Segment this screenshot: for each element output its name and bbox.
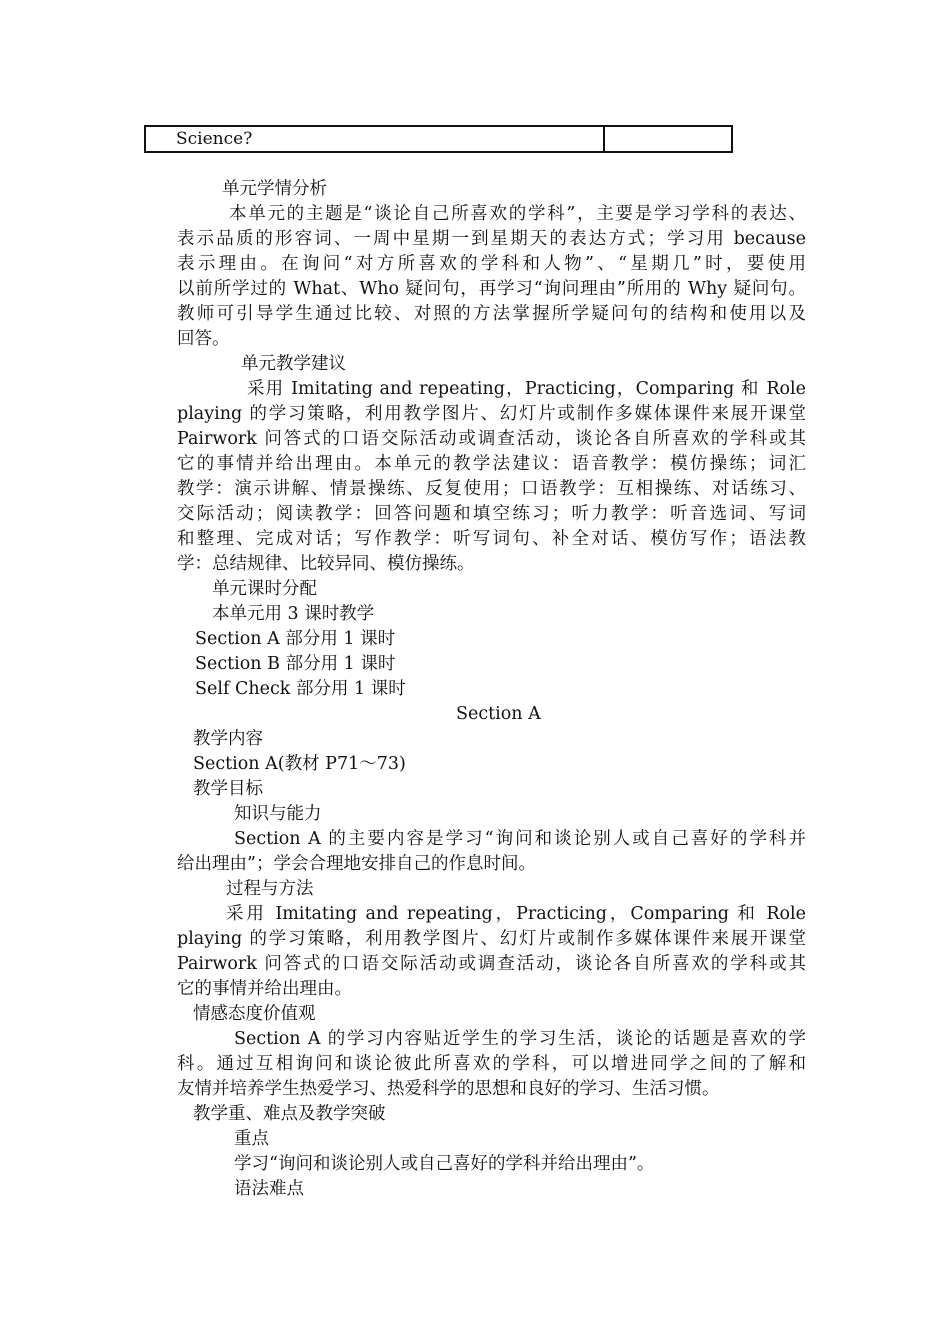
table-row	[145, 126, 732, 152]
paragraph-line: Pairwork 问答式的口语交际活动或调查活动，谈论各自所喜欢的学科或其	[177, 954, 806, 974]
paragraph-line: Section A 部分用 1 课时	[195, 629, 396, 649]
heading-key-points: 教学重、难点及教学突破	[193, 1104, 386, 1124]
paragraph-line: playing 的学习策略，利用教学图片、幻灯片或制作多媒体课件来展开课堂	[177, 404, 806, 424]
paragraph-line: 教师可引导学生通过比较、对照的方法掌握所学疑问句的结构和使用以及	[177, 304, 806, 324]
subheading-grammar-difficulty: 语法难点	[234, 1179, 304, 1199]
carryover-table	[144, 125, 733, 153]
paragraph-line: 它的事情并给出理由。	[177, 979, 352, 999]
heading-teaching-content: 教学内容	[193, 729, 263, 749]
paragraph-line: 给出理由”；学会合理地安排自己的作息时间。	[177, 854, 536, 874]
paragraph-line: 学习“询问和谈论别人或自己喜好的学科并给出理由”。	[234, 1154, 655, 1174]
heading-unit-suggestion: 单元教学建议	[241, 354, 346, 374]
heading-unit-analysis: 单元学情分析	[222, 179, 327, 199]
subheading-key: 重点	[234, 1129, 269, 1149]
paragraph-line: 本单元的主题是“谈论自己所喜欢的学科”，主要是学习学科的表达、	[229, 204, 806, 224]
subheading-knowledge: 知识与能力	[234, 804, 322, 824]
paragraph-line: 表示理由。在询问“对方所喜欢的学科和人物”、“星期几”时，要使用	[177, 254, 806, 274]
paragraph-line: playing 的学习策略，利用教学图片、幻灯片或制作多媒体课件来展开课堂	[177, 929, 806, 949]
heading-attitude: 情感态度价值观	[193, 1004, 316, 1024]
paragraph-line: 友情并培养学生热爱学习、热爱科学的思想和良好的学习、生活习惯。	[177, 1079, 720, 1099]
heading-lesson-allocation: 单元课时分配	[212, 579, 317, 599]
paragraph-line: 本单元用 3 课时教学	[212, 604, 375, 624]
paragraph-line: 教学：演示讲解、情景操练、反复使用；口语教学：互相操练、对话练习、	[177, 479, 806, 499]
paragraph-line: 表示品质的形容词、一周中星期一到星期天的表达方式；学习用 because	[177, 229, 806, 249]
paragraph-line: Self Check 部分用 1 课时	[195, 679, 406, 699]
table-cell-empty	[604, 126, 732, 152]
paragraph-line: Pairwork 问答式的口语交际活动或调查活动，谈论各自所喜欢的学科或其	[177, 429, 806, 449]
subheading-process: 过程与方法	[226, 879, 314, 899]
paragraph-line: Section B 部分用 1 课时	[195, 654, 396, 674]
paragraph-line: 学：总结规律、比较异同、模仿操练。	[177, 554, 475, 574]
paragraph-line: Section A(教材 P71～73)	[193, 754, 406, 774]
paragraph-line: 交际活动；阅读教学：回答问题和填空练习；听力教学：听音选词、写词	[177, 504, 806, 524]
paragraph-line: 它的事情并给出理由。本单元的教学法建议：语音教学：模仿操练；词汇	[177, 454, 806, 474]
paragraph-line: Section A 的学习内容贴近学生的学习生活，谈论的话题是喜欢的学	[234, 1029, 806, 1049]
paragraph-line: 科。通过互相询问和谈论彼此所喜欢的学科，可以增进同学之间的了解和	[177, 1054, 806, 1074]
paragraph-line: 和整理、完成对话；写作教学：听写词句、补全对话、模仿写作；语法教	[177, 529, 806, 549]
table-cell-question: Science?	[145, 126, 604, 152]
heading-teaching-goals: 教学目标	[193, 779, 263, 799]
paragraph-line: 以前所学过的 What、Who 疑问句，再学习“询问理由”所用的 Why 疑问句。	[177, 279, 806, 299]
paragraph-line: 采用 Imitating and repeating，Practicing，Comparing 和 Role	[226, 904, 806, 924]
paragraph-line: Section A 的主要内容是学习“询问和谈论别人或自己喜好的学科并	[234, 829, 806, 849]
section-title: Section A	[456, 704, 541, 724]
paragraph-line: 采用 Imitating and repeating，Practicing，Comparing 和 Role	[247, 379, 806, 399]
paragraph-line: 回答。	[177, 329, 230, 349]
